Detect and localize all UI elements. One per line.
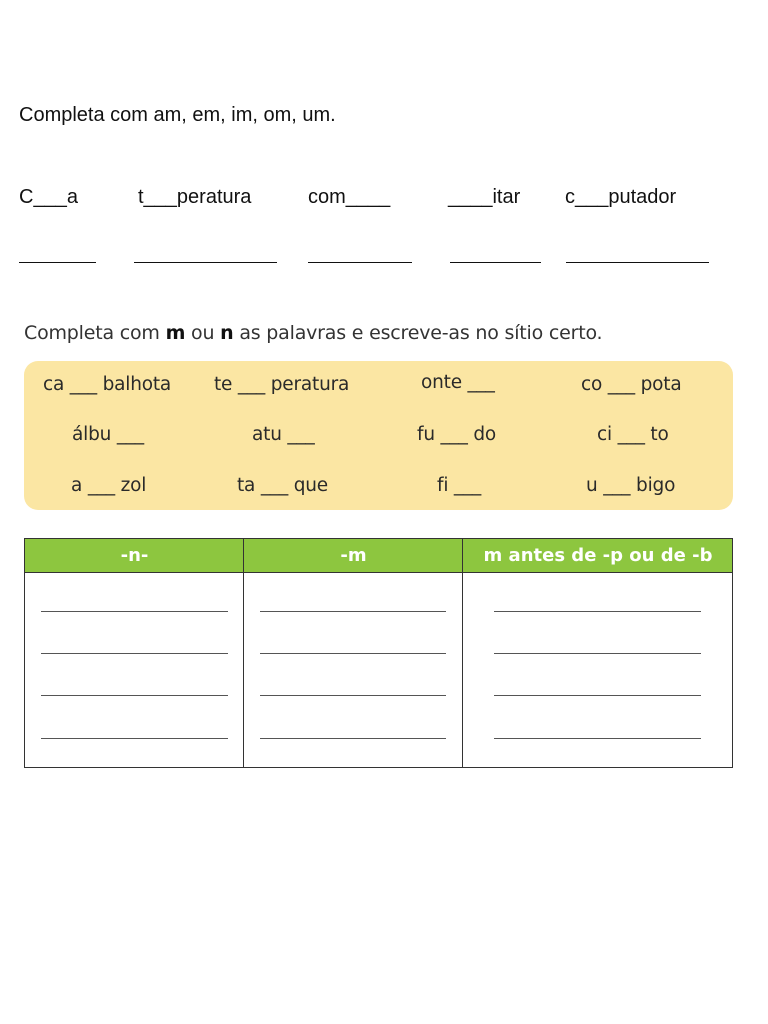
header-n: -n- bbox=[120, 545, 149, 566]
word-item: álbu ___ bbox=[72, 424, 144, 445]
word-item: atu ___ bbox=[252, 424, 315, 445]
write-line[interactable] bbox=[260, 738, 446, 739]
word-item: te ___ peratura bbox=[214, 374, 350, 395]
column-divider bbox=[462, 539, 463, 767]
answer-line[interactable] bbox=[308, 262, 412, 263]
answer-line[interactable] bbox=[134, 262, 277, 263]
write-line[interactable] bbox=[41, 611, 228, 612]
answer-line[interactable] bbox=[566, 262, 709, 263]
write-line[interactable] bbox=[494, 611, 701, 612]
answer-line[interactable] bbox=[19, 262, 96, 263]
write-line[interactable] bbox=[494, 653, 701, 654]
word-item: fu ___ do bbox=[417, 424, 497, 445]
table-header bbox=[25, 539, 732, 573]
exercise1-word: ____itar bbox=[448, 186, 521, 208]
word-item: ca ___ balhota bbox=[43, 374, 172, 395]
exercise1-title: Completa com am, em, im, om, um. bbox=[19, 104, 336, 126]
column-divider bbox=[243, 539, 244, 767]
word-item: ci ___ to bbox=[597, 424, 669, 445]
word-item: ta ___ que bbox=[237, 475, 328, 496]
sorting-table bbox=[24, 538, 733, 768]
exercise1-word: C___a bbox=[19, 186, 78, 208]
write-line[interactable] bbox=[260, 695, 446, 696]
header-m: -m bbox=[340, 545, 367, 566]
word-item: u ___ bigo bbox=[586, 475, 676, 496]
write-line[interactable] bbox=[494, 738, 701, 739]
exercise1-word: com____ bbox=[308, 186, 391, 208]
exercise2-title: Completa com m ou n as palavras e escreve-as no sítio certo. bbox=[24, 322, 603, 344]
header-m-before-p-b: m antes de -p ou de -b bbox=[483, 545, 713, 566]
answer-line[interactable] bbox=[450, 262, 541, 263]
write-line[interactable] bbox=[260, 611, 446, 612]
word-item: onte ___ bbox=[421, 372, 495, 393]
write-line[interactable] bbox=[494, 695, 701, 696]
write-line[interactable] bbox=[260, 653, 446, 654]
exercise1-word: t___peratura bbox=[138, 186, 252, 208]
write-line[interactable] bbox=[41, 738, 228, 739]
word-item: co ___ pota bbox=[581, 374, 682, 395]
word-box bbox=[24, 361, 733, 510]
write-line[interactable] bbox=[41, 695, 228, 696]
word-item: a ___ zol bbox=[71, 475, 147, 496]
write-line[interactable] bbox=[41, 653, 228, 654]
word-item: fi ___ bbox=[437, 475, 482, 496]
exercise1-word: c___putador bbox=[565, 186, 677, 208]
